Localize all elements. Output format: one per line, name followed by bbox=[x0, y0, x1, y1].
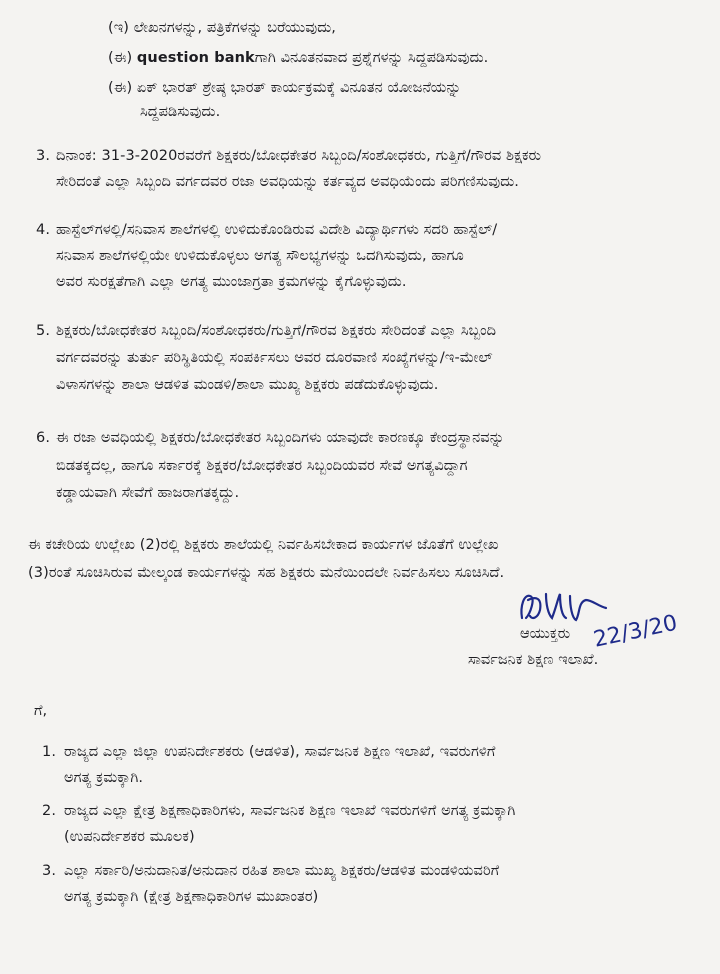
recipient-line: (ಉಪನಿರ್ದೇಶಕರ ಮೂಲಕ) bbox=[64, 829, 195, 845]
point-line: ಈ ರಜಾ ಅವಧಿಯಲ್ಲಿ ಶಿಕ್ಷಕರು/ಬೋಧಕೇತರ ಸಿಬ್ಬಂದಿಗಳು ಯಾವುದೇ ಕಾರಣಕ್ಕೂ ಕೇಂದ್ರಸ್ಥಾನವನ್ನು bbox=[56, 430, 505, 446]
sub-item-ii bbox=[108, 50, 488, 66]
signatory-title: ಆಯುಕ್ತರು bbox=[520, 626, 571, 642]
recipient-number: 2. bbox=[42, 803, 57, 819]
point-line: ಸೇರಿದಂತೆ ಎಲ್ಲಾ ಸಿಬ್ಬಂದಿ ವರ್ಗದವರ ರಜಾ ಅವಧಿಯನ್ನು ಕರ್ತವ್ಯದ ಅವಧಿಯೆಂದು ಪರಿಗಣಿಸುವುದು. bbox=[56, 174, 519, 190]
point-line: ವಿಳಾಸಗಳನ್ನು ಶಾಲಾ ಆಡಳಿತ ಮಂಡಳಿ/ಶಾಲಾ ಮುಖ್ಯ ಶಿಕ್ಷಕರು ಪಡೆದುಕೊಳ್ಳುವುದು. bbox=[56, 377, 439, 393]
question-bank-term: question bank bbox=[136, 50, 255, 66]
signatory-department: ಸಾರ್ವಜನಿಕ ಶಿಕ್ಷಣ ಇಲಾಖೆ. bbox=[468, 652, 599, 668]
sub-item-iii bbox=[108, 80, 461, 96]
point-line: ವರ್ಗದವರನ್ನು ತುರ್ತು ಪರಿಸ್ಥಿತಿಯಲ್ಲಿ ಸಂಪರ್ಕಿಸಲು ಅವರ ದೂರವಾಣಿ ಸಂಖ್ಯೆಗಳನ್ನು/ಇ-ಮೇಲ್ bbox=[56, 350, 493, 366]
point-line: ಹಾಸ್ಟೆಲ್‌ಗಳಲ್ಲಿ/ಸನಿವಾಸ ಶಾಲೆಗಳಲ್ಲಿ ಉಳಿದುಕೊಂಡಿರುವ ವಿದೇಶಿ ವಿದ್ಯಾರ್ಥಿಗಳು ಸದರಿ ಹಾಸ್ಟೆಲ್/ bbox=[56, 222, 498, 238]
recipient-number: 3. bbox=[42, 863, 57, 879]
signature-date: 22/3/20 bbox=[591, 610, 680, 653]
recipient-number: 1. bbox=[42, 744, 57, 760]
recipient-line: ಅಗತ್ಯ ಕ್ರಮಕ್ಕಾಗಿ. bbox=[64, 770, 144, 786]
point-number: 5. bbox=[36, 323, 51, 339]
sub-item-text: ಏಕ್ ಭಾರತ್ ಶ್ರೇಷ್ಠ ಭಾರತ್ ಕಾರ್ಯಕ್ರಮಕ್ಕೆ ವಿನೂತನ ಯೋಜನೆಯನ್ನು bbox=[136, 80, 462, 96]
sub-item-i bbox=[108, 20, 336, 36]
recipient-line: ರಾಜ್ಯದ ಎಲ್ಲಾ ಕ್ಷೇತ್ರ ಶಿಕ್ಷಣಾಧಿಕಾರಿಗಳು, ಸಾರ್ವಜನಿಕ ಶಿಕ್ಷಣ ಇಲಾಖೆ ಇವರುಗಳಿಗೆ ಅಗತ್ಯ ಕ್ರಮಕ್ಕಾಗಿ bbox=[64, 803, 516, 819]
sub-item-marker: (ಈ) bbox=[108, 80, 133, 96]
sub-item-marker: (ಇ) bbox=[108, 20, 130, 36]
recipient-line: ಅಗತ್ಯ ಕ್ರಮಕ್ಕಾಗಿ (ಕ್ಷೇತ್ರ ಶಿಕ್ಷಣಾಧಿಕಾರಿಗಳ ಮುಖಾಂತರ) bbox=[64, 889, 319, 905]
closing-line: ಈ ಕಚೇರಿಯ ಉಲ್ಲೇಖ (2)ರಲ್ಲಿ ಶಿಕ್ಷಕರು ಶಾಲೆಯಲ್ಲಿ ನಿರ್ವಹಿಸಬೇಕಾದ ಕಾರ್ಯಗಳ ಜೊತೆಗೆ ಉಲ್ಲೇಖ bbox=[28, 537, 499, 553]
point-line: ಅವರ ಸುರಕ್ಷತೆಗಾಗಿ ಎಲ್ಲಾ ಅಗತ್ಯ ಮುಂಜಾಗ್ರತಾ ಕ್ರಮಗಳನ್ನು ಕೈಗೊಳ್ಳುವುದು. bbox=[56, 274, 407, 290]
point-number: 6. bbox=[36, 430, 51, 446]
point-line: ಕಡ್ಡಾಯವಾಗಿ ಸೇವೆಗೆ ಹಾಜರಾಗತಕ್ಕದ್ದು. bbox=[56, 485, 240, 501]
point-number: 3. bbox=[36, 148, 51, 164]
recipient-line: ರಾಜ್ಯದ ಎಲ್ಲಾ ಜಿಲ್ಲಾ ಉಪನಿರ್ದೇಶಕರು (ಆಡಳಿತ), ಸಾರ್ವಜನಿಕ ಶಿಕ್ಷಣ ಇಲಾಖೆ, ಇವರುಗಳಿಗೆ bbox=[64, 744, 496, 760]
recipient-line: ಎಲ್ಲಾ ಸರ್ಕಾರಿ/ಅನುದಾನಿತ/ಅನುದಾನ ರಹಿತ ಶಾಲಾ ಮುಖ್ಯ ಶಿಕ್ಷಕರು/ಆಡಳಿತ ಮಂಡಳಿಯವರಿಗೆ bbox=[64, 863, 500, 879]
point-line: ದಿನಾಂಕ: 31-3-2020ರವರೆಗೆ ಶಿಕ್ಷಕರು/ಬೋಧಕೇತರ ಸಿಬ್ಬಂದಿ/ಸಂಶೋಧಕರು, ಗುತ್ತಿಗೆ/ಗೌರವ ಶಿಕ್ಷಕರು bbox=[56, 148, 542, 164]
point-number: 4. bbox=[36, 222, 51, 238]
sub-item-marker: (ಈ) bbox=[108, 50, 133, 66]
sub-item-text: ಲೇಖನಗಳನ್ನು, ಪತ್ರಿಕೆಗಳನ್ನು ಬರೆಯುವುದು, bbox=[133, 20, 337, 36]
point-line: ಬಿಡತಕ್ಕದಲ್ಲ, ಹಾಗೂ ಸರ್ಕಾರಕ್ಕೆ ಶಿಕ್ಷಕರ/ಬೋಧಕೇತರ ಸಿಬ್ಬಂದಿಯವರ ಸೇವೆ ಅಗತ್ಯವಿದ್ದಾಗ bbox=[56, 458, 468, 474]
sub-item-continuation: ಸಿದ್ದಪಡಿಸುವುದು. bbox=[140, 104, 221, 120]
closing-line: (3)ರಂತೆ ಸೂಚಿಸಿರುವ ಮೇಲ್ಕಂಡ ಕಾರ್ಯಗಳನ್ನು ಸಹ ಶಿಕ್ಷಕರು ಮನೆಯಿಂದಲೇ ನಿರ್ವಹಿಸಲು ಸೂಚಿಸಿದೆ. bbox=[28, 565, 505, 581]
point-line: ಸನಿವಾಸ ಶಾಲೆಗಳಲ್ಲಿಯೇ ಉಳಿದುಕೊಳ್ಳಲು ಅಗತ್ಯ ಸೌಲಭ್ಯಗಳನ್ನು ಒದಗಿಸುವುದು, ಹಾಗೂ bbox=[56, 248, 464, 264]
sub-item-text: ಗಾಗಿ ವಿನೂತನವಾದ ಪ್ರಶ್ನೆಗಳನ್ನು ಸಿದ್ದಪಡಿಸುವುದು. bbox=[254, 50, 489, 66]
to-label: ಗೆ, bbox=[34, 703, 48, 719]
point-line: ಶಿಕ್ಷಕರು/ಬೋಧಕೇತರ ಸಿಬ್ಬಂದಿ/ಸಂಶೋಧಕರು/ಗುತ್ತಿಗೆ/ಗೌರವ ಶಿಕ್ಷಕರು ಸೇರಿದಂತೆ ಎಲ್ಲಾ ಸಿಬ್ಬಂದಿ bbox=[56, 323, 497, 339]
